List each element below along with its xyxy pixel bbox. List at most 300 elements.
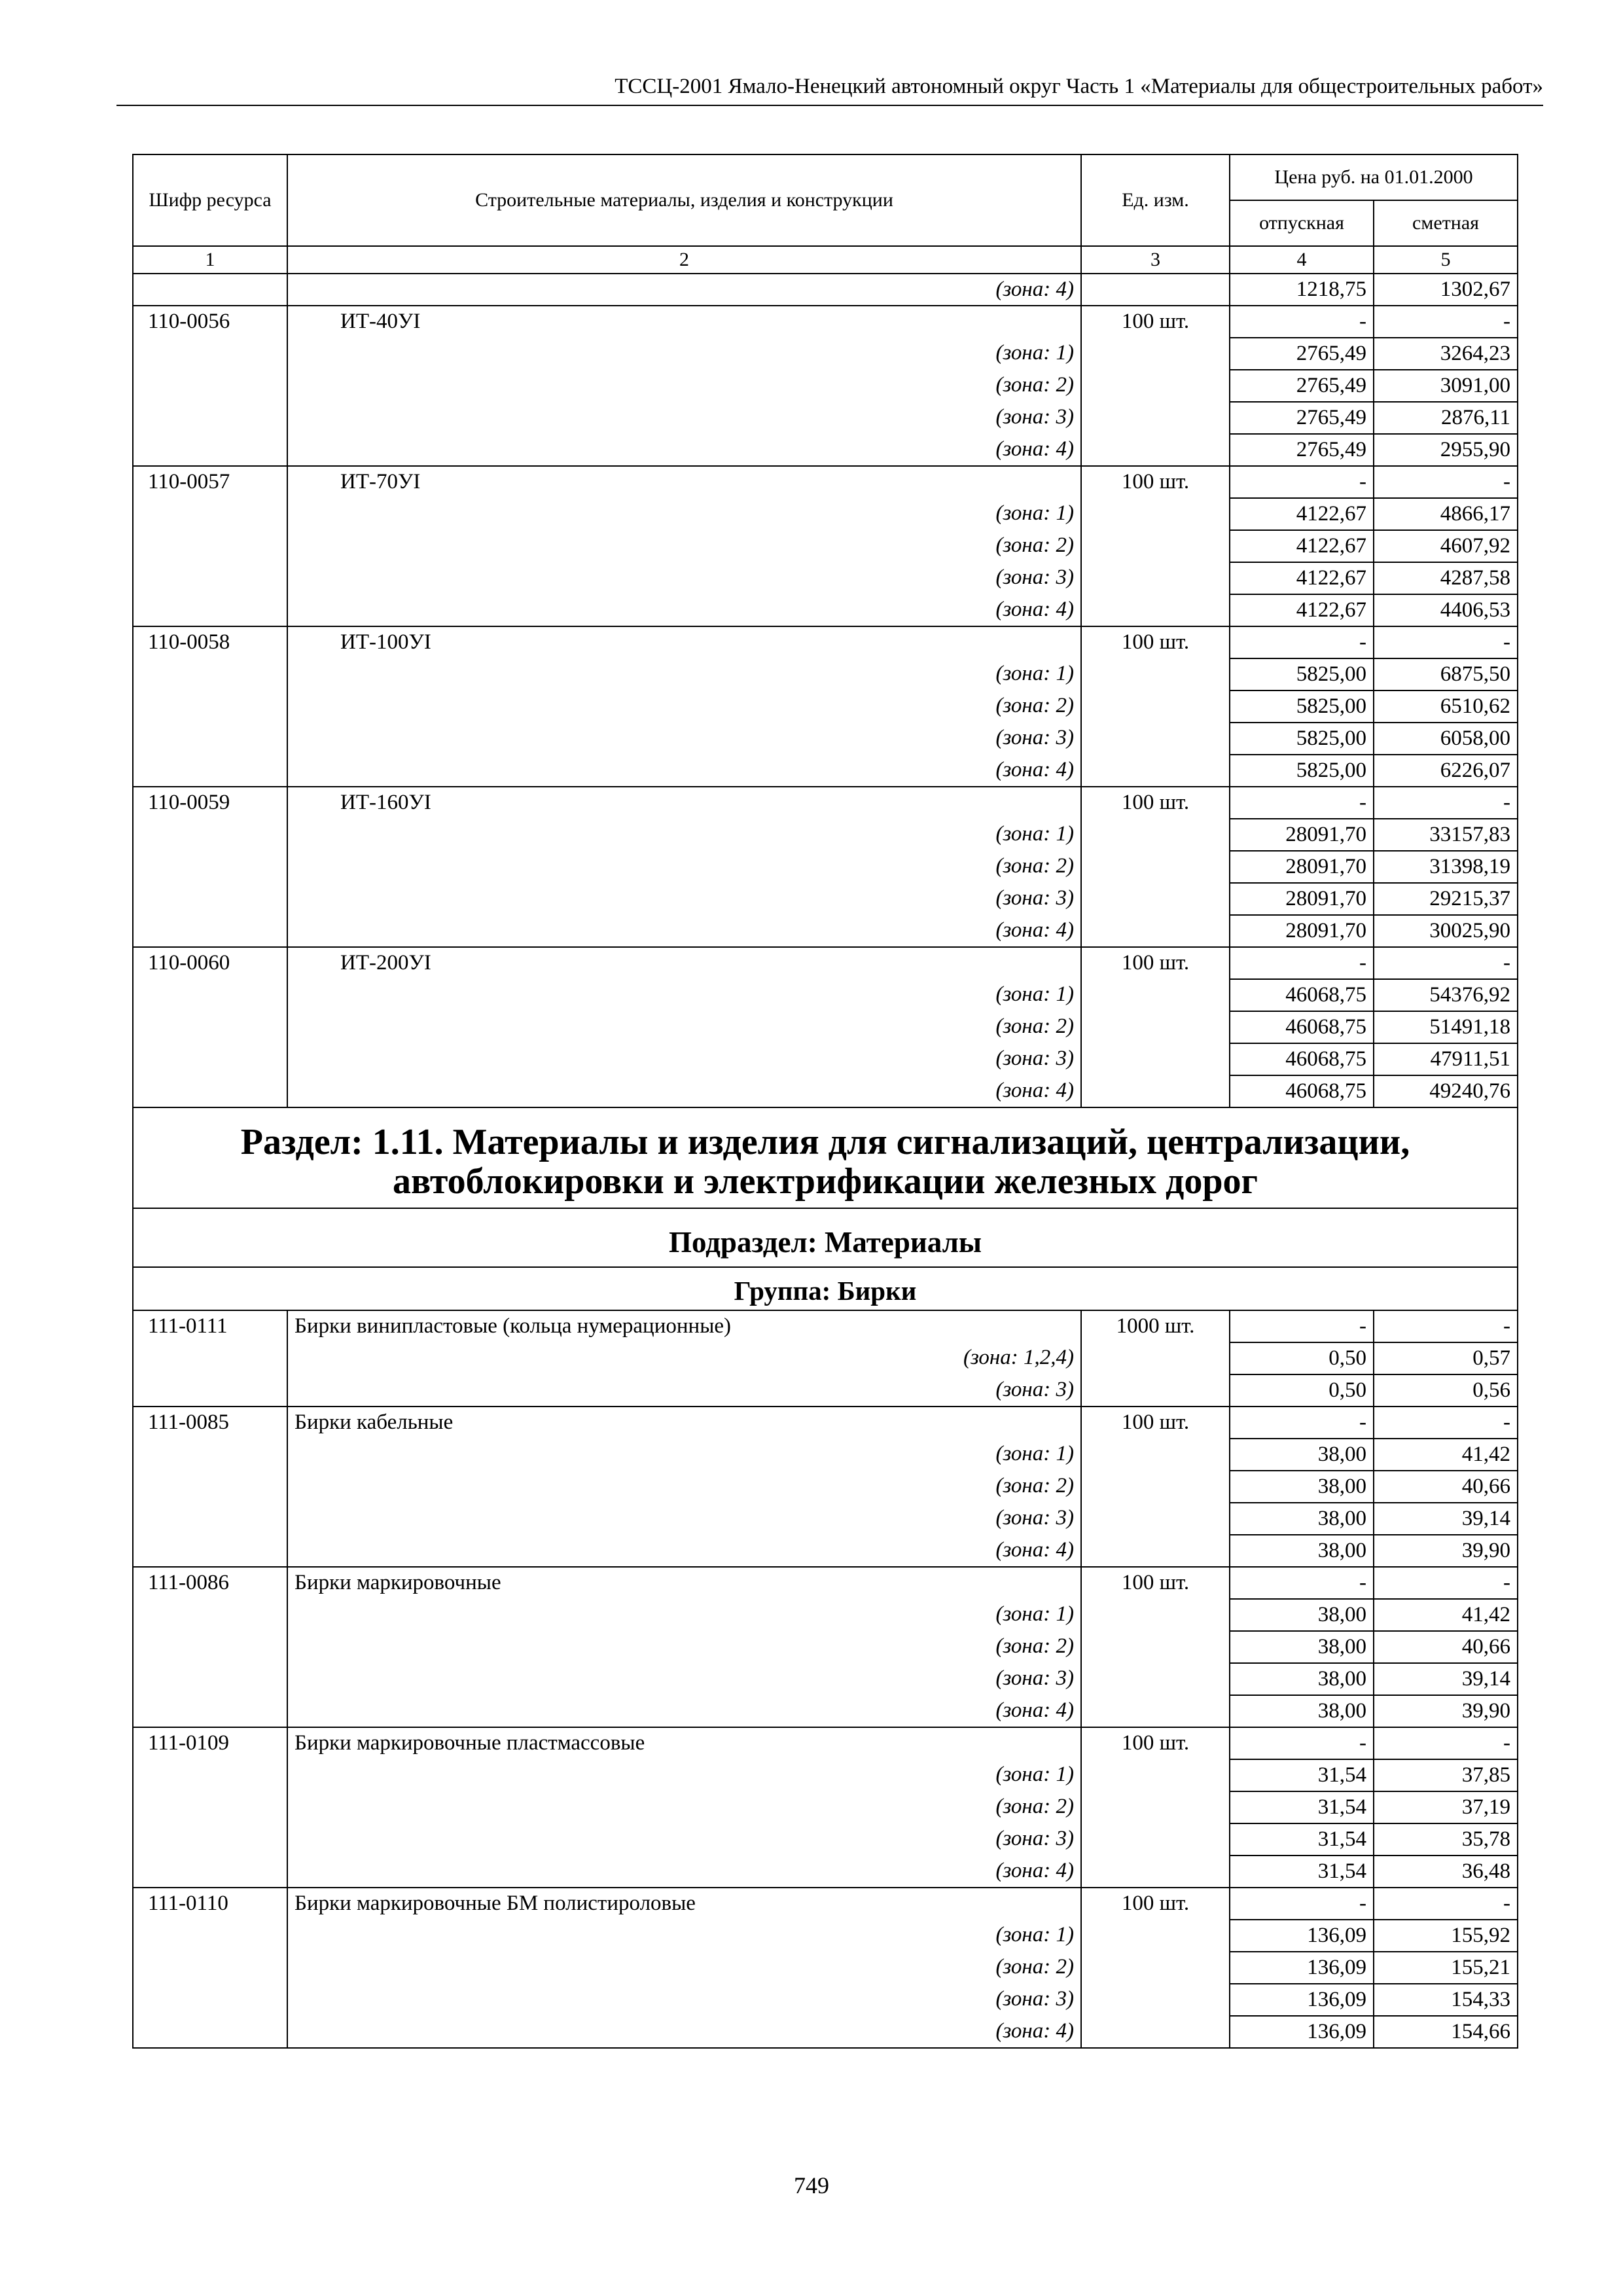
cell-code: 111-0111 <box>133 1310 287 1342</box>
cell-release: 5825,00 <box>1230 755 1374 787</box>
cell-release: 31,54 <box>1230 1856 1374 1888</box>
cell-release: 4122,67 <box>1230 530 1374 562</box>
cell-release: 28091,70 <box>1230 883 1374 915</box>
cell-code <box>133 1952 287 1984</box>
running-header: ТССЦ-2001 Ямало-Ненецкий автономный округ Часть 1 «Материалы для общестроительных работ» <box>615 75 1543 98</box>
header-price-group: Цена руб. на 01.01.2000 <box>1230 154 1518 200</box>
zone-row <box>133 1374 1518 1407</box>
cell-release: 2765,49 <box>1230 434 1374 466</box>
column-number-row <box>133 246 1518 274</box>
cell-release: 38,00 <box>1230 1439 1374 1471</box>
cell-release: 46068,75 <box>1230 979 1374 1011</box>
cell-estimate: 51491,18 <box>1374 1011 1518 1043</box>
cell-unit: 100 шт. <box>1081 1727 1230 1759</box>
table-body-part-1 <box>133 274 1518 1107</box>
item-row <box>133 947 1518 979</box>
cell-name: ИТ-70УI <box>287 466 1081 498</box>
item-row <box>133 1727 1518 1759</box>
zone-row <box>133 1471 1518 1503</box>
cell-name: Бирки кабельные <box>287 1407 1081 1439</box>
cell-unit <box>1081 530 1230 562</box>
cell-zone: (зона: 1,2,4) <box>287 1342 1081 1374</box>
cell-code: 110-0058 <box>133 626 287 658</box>
group-title: Группа: Бирки <box>133 1267 1518 1310</box>
zone-row <box>133 1043 1518 1075</box>
zone-row <box>133 434 1518 466</box>
cell-estimate: 39,14 <box>1374 1663 1518 1695</box>
item-row <box>133 1567 1518 1599</box>
cell-estimate: 0,56 <box>1374 1374 1518 1407</box>
cell-unit: 100 шт. <box>1081 1888 1230 1920</box>
cell-code <box>133 979 287 1011</box>
cell-unit <box>1081 883 1230 915</box>
cell-zone: (зона: 4) <box>287 1535 1081 1567</box>
cell-code: 110-0057 <box>133 466 287 498</box>
cell-zone: (зона: 2) <box>287 851 1081 883</box>
cell-code: 110-0060 <box>133 947 287 979</box>
cell-unit <box>1081 562 1230 594</box>
cell-code: 111-0109 <box>133 1727 287 1759</box>
cell-zone: (зона: 1) <box>287 1759 1081 1791</box>
zone-row <box>133 1439 1518 1471</box>
price-table <box>132 154 1518 2049</box>
cell-code <box>133 498 287 530</box>
cell-unit <box>1081 1011 1230 1043</box>
cell-estimate: - <box>1374 947 1518 979</box>
cell-unit <box>1081 1984 1230 2016</box>
cell-code <box>133 755 287 787</box>
cell-estimate: 6226,07 <box>1374 755 1518 787</box>
zone-row <box>133 1695 1518 1727</box>
cell-unit <box>1081 594 1230 626</box>
cell-release: 5825,00 <box>1230 658 1374 691</box>
cell-code <box>133 723 287 755</box>
subsection-title: Подраздел: Материалы <box>133 1208 1518 1267</box>
zone-row <box>133 498 1518 530</box>
cell-release: 2765,49 <box>1230 370 1374 402</box>
cell-zone: (зона: 3) <box>287 1984 1081 2016</box>
zone-row <box>133 915 1518 947</box>
zone-row <box>133 1856 1518 1888</box>
cell-release: 4122,67 <box>1230 498 1374 530</box>
cell-unit <box>1081 1535 1230 1567</box>
cell-release: 0,50 <box>1230 1342 1374 1374</box>
cell-estimate: 3264,23 <box>1374 338 1518 370</box>
cell-zone: (зона: 4) <box>287 274 1081 306</box>
section-heading-block <box>133 1107 1518 1310</box>
zone-row <box>133 1631 1518 1663</box>
cell-estimate: 41,42 <box>1374 1439 1518 1471</box>
cell-unit <box>1081 851 1230 883</box>
cell-unit <box>1081 1952 1230 1984</box>
cell-zone: (зона: 4) <box>287 915 1081 947</box>
cell-release: 136,09 <box>1230 1920 1374 1952</box>
cell-estimate: 154,66 <box>1374 2016 1518 2048</box>
cell-unit <box>1081 755 1230 787</box>
zone-row <box>133 658 1518 691</box>
cell-release: 38,00 <box>1230 1631 1374 1663</box>
cell-release: 2765,49 <box>1230 402 1374 434</box>
header-unit: Ед. изм. <box>1081 154 1230 246</box>
section-title-line: автоблокировки и электрификации железных дорог <box>393 1161 1258 1202</box>
cell-release: 5825,00 <box>1230 691 1374 723</box>
cell-code <box>133 691 287 723</box>
cell-release: 136,09 <box>1230 1952 1374 1984</box>
item-row <box>133 787 1518 819</box>
cell-code <box>133 658 287 691</box>
cell-unit: 100 шт. <box>1081 626 1230 658</box>
cell-estimate: 4406,53 <box>1374 594 1518 626</box>
cell-code <box>133 1011 287 1043</box>
cell-zone: (зона: 2) <box>287 370 1081 402</box>
cell-zone: (зона: 4) <box>287 1075 1081 1107</box>
zone-row <box>133 370 1518 402</box>
header-release-price: отпускная <box>1230 200 1374 246</box>
zone-row <box>133 562 1518 594</box>
cell-release: - <box>1230 466 1374 498</box>
cell-code <box>133 530 287 562</box>
cell-code <box>133 370 287 402</box>
cell-release: 136,09 <box>1230 1984 1374 2016</box>
zone-row <box>133 1011 1518 1043</box>
cell-estimate: 2955,90 <box>1374 434 1518 466</box>
cell-code <box>133 851 287 883</box>
cell-unit: 100 шт. <box>1081 1567 1230 1599</box>
zone-row <box>133 883 1518 915</box>
cell-code <box>133 1043 287 1075</box>
cell-estimate: 1302,67 <box>1374 274 1518 306</box>
cell-estimate: 29215,37 <box>1374 883 1518 915</box>
cell-code: 110-0056 <box>133 306 287 338</box>
cell-zone: (зона: 1) <box>287 1599 1081 1631</box>
cell-zone: (зона: 3) <box>287 1663 1081 1695</box>
zone-row <box>133 723 1518 755</box>
cell-zone: (зона: 3) <box>287 1043 1081 1075</box>
cell-estimate: 40,66 <box>1374 1631 1518 1663</box>
cell-unit <box>1081 979 1230 1011</box>
cell-code <box>133 1374 287 1407</box>
cell-code <box>133 1439 287 1471</box>
cell-estimate: 37,19 <box>1374 1791 1518 1823</box>
column-number: 2 <box>287 246 1081 274</box>
cell-unit <box>1081 1856 1230 1888</box>
cell-release: 136,09 <box>1230 2016 1374 2048</box>
cell-estimate: 47911,51 <box>1374 1043 1518 1075</box>
zone-row <box>133 1535 1518 1567</box>
cell-estimate: 6510,62 <box>1374 691 1518 723</box>
cell-estimate: 36,48 <box>1374 1856 1518 1888</box>
cell-code <box>133 1599 287 1631</box>
zone-row <box>133 338 1518 370</box>
cell-estimate: - <box>1374 466 1518 498</box>
cell-code <box>133 562 287 594</box>
cell-unit <box>1081 1342 1230 1374</box>
cell-zone: (зона: 2) <box>287 1791 1081 1823</box>
cell-release: 28091,70 <box>1230 915 1374 947</box>
cell-release: 28091,70 <box>1230 851 1374 883</box>
cell-release: 31,54 <box>1230 1759 1374 1791</box>
cell-release: 1218,75 <box>1230 274 1374 306</box>
cell-unit <box>1081 370 1230 402</box>
cell-release: - <box>1230 1407 1374 1439</box>
cell-release: - <box>1230 306 1374 338</box>
cell-unit <box>1081 1920 1230 1952</box>
cell-release: 0,50 <box>1230 1374 1374 1407</box>
zone-row <box>133 1503 1518 1535</box>
cell-name: ИТ-40УI <box>287 306 1081 338</box>
cell-estimate: 6058,00 <box>1374 723 1518 755</box>
zone-row <box>133 1984 1518 2016</box>
cell-code <box>133 1342 287 1374</box>
cell-zone: (зона: 3) <box>287 723 1081 755</box>
cell-zone: (зона: 4) <box>287 755 1081 787</box>
cell-release: - <box>1230 1888 1374 1920</box>
cell-zone: (зона: 3) <box>287 562 1081 594</box>
cell-release: - <box>1230 626 1374 658</box>
cell-code <box>133 1791 287 1823</box>
zone-row <box>133 755 1518 787</box>
cell-name: Бирки маркировочные <box>287 1567 1081 1599</box>
cell-zone: (зона: 1) <box>287 1439 1081 1471</box>
zone-row <box>133 1663 1518 1695</box>
cell-unit <box>1081 691 1230 723</box>
cell-estimate: 6875,50 <box>1374 658 1518 691</box>
item-row <box>133 1888 1518 1920</box>
cell-name: Бирки винипластовые (кольца нумерационные) <box>287 1310 1081 1342</box>
cell-release: 31,54 <box>1230 1791 1374 1823</box>
cell-code <box>133 2016 287 2048</box>
table-body-part-2 <box>133 1310 1518 2048</box>
page-number: 749 <box>794 2172 829 2198</box>
cell-code: 111-0085 <box>133 1407 287 1439</box>
zone-row <box>133 1342 1518 1374</box>
cell-zone: (зона: 3) <box>287 1823 1081 1856</box>
cell-estimate: 31398,19 <box>1374 851 1518 883</box>
header-name: Строительные материалы, изделия и конструкции <box>287 154 1081 246</box>
cell-unit <box>1081 723 1230 755</box>
cell-estimate: 155,21 <box>1374 1952 1518 1984</box>
cell-code <box>133 434 287 466</box>
cell-estimate: 33157,83 <box>1374 819 1518 851</box>
cell-release: - <box>1230 947 1374 979</box>
cell-release: 31,54 <box>1230 1823 1374 1856</box>
cell-estimate: 3091,00 <box>1374 370 1518 402</box>
cell-code: 110-0059 <box>133 787 287 819</box>
cell-unit <box>1081 402 1230 434</box>
zone-row <box>133 1920 1518 1952</box>
cell-code <box>133 1759 287 1791</box>
cell-zone: (зона: 1) <box>287 979 1081 1011</box>
cell-code <box>133 1075 287 1107</box>
cell-unit <box>1081 915 1230 947</box>
cell-unit <box>1081 658 1230 691</box>
cell-zone: (зона: 1) <box>287 658 1081 691</box>
cell-code <box>133 1631 287 1663</box>
cell-release: 38,00 <box>1230 1663 1374 1695</box>
cell-estimate: - <box>1374 306 1518 338</box>
cell-unit <box>1081 1631 1230 1663</box>
cell-zone: (зона: 1) <box>287 338 1081 370</box>
cell-unit <box>1081 1599 1230 1631</box>
column-number: 4 <box>1230 246 1374 274</box>
cell-estimate: 4287,58 <box>1374 562 1518 594</box>
cell-code <box>133 274 287 306</box>
cell-release: 38,00 <box>1230 1503 1374 1535</box>
cell-unit <box>1081 1791 1230 1823</box>
cell-zone: (зона: 4) <box>287 434 1081 466</box>
cell-code <box>133 883 287 915</box>
cell-zone: (зона: 1) <box>287 819 1081 851</box>
cell-code <box>133 1695 287 1727</box>
cell-code <box>133 402 287 434</box>
cell-zone: (зона: 4) <box>287 594 1081 626</box>
cell-code <box>133 1663 287 1695</box>
zone-row <box>133 851 1518 883</box>
cell-code: 111-0110 <box>133 1888 287 1920</box>
cell-unit: 100 шт. <box>1081 466 1230 498</box>
cell-unit <box>1081 1043 1230 1075</box>
cell-name: ИТ-200УI <box>287 947 1081 979</box>
cell-estimate: - <box>1374 1727 1518 1759</box>
cell-zone: (зона: 3) <box>287 883 1081 915</box>
cell-release: 4122,67 <box>1230 562 1374 594</box>
zone-row <box>133 1599 1518 1631</box>
column-number: 1 <box>133 246 287 274</box>
cell-zone: (зона: 3) <box>287 1374 1081 1407</box>
cell-zone: (зона: 2) <box>287 1471 1081 1503</box>
cell-zone: (зона: 4) <box>287 1856 1081 1888</box>
cell-code <box>133 1471 287 1503</box>
cell-estimate: 49240,76 <box>1374 1075 1518 1107</box>
zone-row <box>133 594 1518 626</box>
cell-unit <box>1081 2016 1230 2048</box>
item-row <box>133 466 1518 498</box>
cell-estimate: 41,42 <box>1374 1599 1518 1631</box>
cell-code <box>133 594 287 626</box>
cell-unit <box>1081 1759 1230 1791</box>
cell-zone: (зона: 2) <box>287 530 1081 562</box>
cell-estimate: 2876,11 <box>1374 402 1518 434</box>
column-number: 3 <box>1081 246 1230 274</box>
cell-release: 28091,70 <box>1230 819 1374 851</box>
header-estimate-price: сметная <box>1374 200 1518 246</box>
cell-unit: 100 шт. <box>1081 947 1230 979</box>
cell-estimate: 30025,90 <box>1374 915 1518 947</box>
cell-release: - <box>1230 1567 1374 1599</box>
section-title <box>133 1107 1518 1208</box>
cell-zone: (зона: 2) <box>287 1011 1081 1043</box>
cell-release: 2765,49 <box>1230 338 1374 370</box>
item-row <box>133 306 1518 338</box>
cell-zone: (зона: 4) <box>287 2016 1081 2048</box>
cell-zone: (зона: 2) <box>287 1952 1081 1984</box>
cell-zone: (зона: 3) <box>287 402 1081 434</box>
cell-release: 38,00 <box>1230 1599 1374 1631</box>
cell-code <box>133 1823 287 1856</box>
cell-estimate: 0,57 <box>1374 1342 1518 1374</box>
cell-release: 46068,75 <box>1230 1011 1374 1043</box>
item-row <box>133 1407 1518 1439</box>
cell-unit <box>1081 1695 1230 1727</box>
cell-estimate: 40,66 <box>1374 1471 1518 1503</box>
cell-release: 46068,75 <box>1230 1043 1374 1075</box>
cell-estimate: 4866,17 <box>1374 498 1518 530</box>
cell-unit: 100 шт. <box>1081 306 1230 338</box>
cell-estimate: 39,14 <box>1374 1503 1518 1535</box>
cell-estimate: 4607,92 <box>1374 530 1518 562</box>
cell-estimate: - <box>1374 626 1518 658</box>
cell-unit <box>1081 498 1230 530</box>
cell-estimate: 39,90 <box>1374 1535 1518 1567</box>
zone-row <box>133 691 1518 723</box>
cell-estimate: 37,85 <box>1374 1759 1518 1791</box>
cell-unit <box>1081 1075 1230 1107</box>
cell-estimate: 54376,92 <box>1374 979 1518 1011</box>
zone-row <box>133 1759 1518 1791</box>
cell-unit <box>1081 1823 1230 1856</box>
cell-code <box>133 1984 287 2016</box>
cell-name: Бирки маркировочные БМ полистироловые <box>287 1888 1081 1920</box>
cell-unit <box>1081 274 1230 306</box>
cell-unit <box>1081 1471 1230 1503</box>
cell-estimate: 35,78 <box>1374 1823 1518 1856</box>
column-number: 5 <box>1374 246 1518 274</box>
cell-code: 111-0086 <box>133 1567 287 1599</box>
zone-row <box>133 1952 1518 1984</box>
cell-unit <box>1081 819 1230 851</box>
cell-release: 46068,75 <box>1230 1075 1374 1107</box>
cell-unit: 100 шт. <box>1081 1407 1230 1439</box>
cell-unit: 1000 шт. <box>1081 1310 1230 1342</box>
item-row <box>133 1310 1518 1342</box>
cell-release: - <box>1230 1310 1374 1342</box>
cell-release: 38,00 <box>1230 1471 1374 1503</box>
cell-code <box>133 338 287 370</box>
zone-row <box>133 1075 1518 1107</box>
section-title-line: Раздел: 1.11. Материалы и изделия для сигнализаций, централизации, <box>240 1122 1410 1162</box>
zone-row <box>133 819 1518 851</box>
cell-unit <box>1081 434 1230 466</box>
header-rule <box>116 105 1543 106</box>
zone-row <box>133 1823 1518 1856</box>
cell-estimate: 154,33 <box>1374 1984 1518 2016</box>
cell-code <box>133 1856 287 1888</box>
cell-release: 38,00 <box>1230 1535 1374 1567</box>
cell-unit <box>1081 1439 1230 1471</box>
header-code: Шифр ресурса <box>133 154 287 246</box>
carryover-row <box>133 274 1518 306</box>
cell-zone: (зона: 4) <box>287 1695 1081 1727</box>
cell-zone: (зона: 2) <box>287 1631 1081 1663</box>
cell-release: - <box>1230 787 1374 819</box>
cell-estimate: 39,90 <box>1374 1695 1518 1727</box>
cell-estimate: - <box>1374 1567 1518 1599</box>
cell-estimate: - <box>1374 787 1518 819</box>
zone-row <box>133 530 1518 562</box>
cell-release: 4122,67 <box>1230 594 1374 626</box>
cell-code <box>133 1535 287 1567</box>
cell-name: ИТ-160УI <box>287 787 1081 819</box>
cell-estimate: - <box>1374 1888 1518 1920</box>
cell-estimate: 155,92 <box>1374 1920 1518 1952</box>
cell-unit <box>1081 1503 1230 1535</box>
cell-name: ИТ-100УI <box>287 626 1081 658</box>
zone-row <box>133 2016 1518 2048</box>
cell-unit <box>1081 1663 1230 1695</box>
cell-code <box>133 915 287 947</box>
cell-estimate: - <box>1374 1310 1518 1342</box>
cell-unit <box>1081 338 1230 370</box>
